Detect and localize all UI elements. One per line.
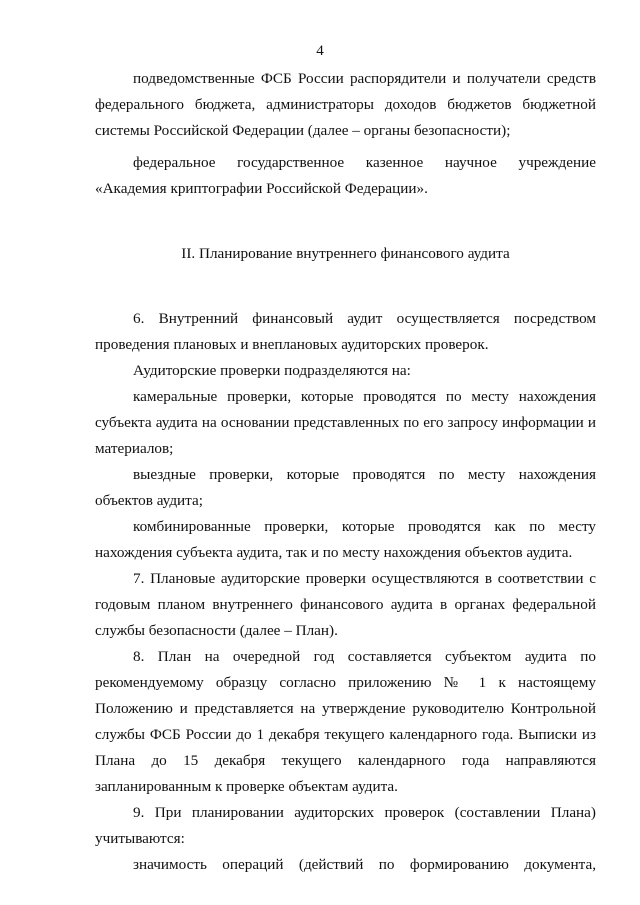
page-number: 4 [316, 43, 324, 59]
section-heading: II. Планирование внутреннего финансового аудита [181, 245, 510, 262]
paragraph-audit-types: Аудиторские проверки подразделяются на: [133, 362, 411, 379]
paragraph-item-6: 6. Внутренний финансовый аудит осуществляется посредством проведения плановых и внеплановых аудиторских проверок. [95, 310, 596, 353]
paragraph-academy: федеральное государственное казенное научное учреждение «Академия криптографии Российской Федерации». [95, 154, 596, 197]
paragraph-item-8: 8. План на очередной год составляется субъектом аудита по рекомендуемому образцу согласно приложению № 1 к настоящему Положению и представляется на утверждение руководителю Контрольной службы ФСБ России до 1 декабря текущего календарного года. Выписки из Плана до 15 декабря текущего календарного года направляются запланированным к проверке объектам аудита. [95, 648, 596, 795]
paragraph-desk-audits: камеральные проверки, которые проводятся по месту нахождения субъекта аудита на основании представленных по его запросу информации и материалов; [95, 388, 596, 457]
paragraph-field-audits: выездные проверки, которые проводятся по месту нахождения объектов аудита; [95, 466, 596, 509]
paragraph-item-7: 7. Плановые аудиторские проверки осуществляются в соответствии с годовым планом внутреннего финансового аудита в органах федеральной службы безопасности (далее – План). [95, 570, 596, 639]
paragraph-combined-audits: комбинированные проверки, которые проводятся как по месту нахождения субъекта аудита, так и по месту нахождения объектов аудита. [95, 518, 596, 561]
page-body [95, 66, 596, 878]
paragraph-item-9: 9. При планировании аудиторских проверок (составлении Плана) учитываются: [95, 804, 596, 847]
paragraph-significance: значимость операций (действий по формированию документа, [133, 856, 596, 873]
paragraph-security-bodies: подведомственные ФСБ России распорядители и получатели средств федерального бюджета, администраторы доходов бюджетов бюджетной системы Российской Федерации (далее – органы безопасности); [95, 70, 596, 139]
